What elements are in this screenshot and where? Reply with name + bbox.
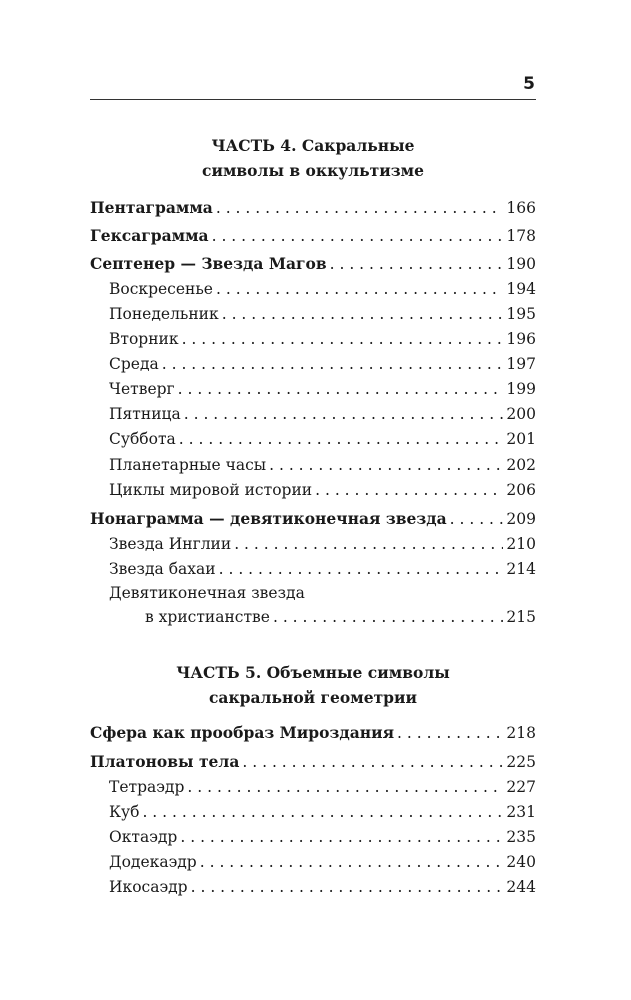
toc-entry-page: 194 [506, 280, 536, 298]
toc-entry-sphere[interactable] [90, 721, 536, 745]
dot-leader [200, 850, 504, 874]
toc-entry-title: Планетарные часы [109, 456, 267, 474]
toc-entry-world-history-cycles[interactable] [109, 478, 536, 502]
dot-leader [242, 750, 503, 774]
toc-entry-page: 240 [506, 853, 536, 871]
toc-entry-thursday[interactable] [109, 377, 536, 401]
dot-leader [269, 453, 503, 477]
part4-heading-line2: символы в оккультизме [202, 161, 424, 180]
toc-entry-title: Звезда бахаи [109, 560, 216, 578]
dot-leader [142, 800, 503, 824]
dot-leader [450, 507, 504, 531]
toc-entry-title: Суббота [109, 430, 176, 448]
toc-entry-page: 210 [506, 535, 536, 553]
dot-leader [180, 825, 503, 849]
toc-entry-hexagram[interactable] [90, 224, 536, 248]
dot-leader [179, 427, 504, 451]
toc-entry-page: 231 [506, 803, 536, 821]
toc-entry-icosahedron[interactable] [109, 875, 536, 899]
toc-entry-septener[interactable] [90, 252, 536, 276]
toc-entry-tetrahedron[interactable] [109, 775, 536, 799]
toc-entry-page: 209 [506, 510, 536, 528]
toc-entry-nine-pointed-star[interactable] [145, 605, 536, 629]
toc-entry-title: Куб [109, 803, 140, 821]
toc-entry-title: Воскресенье [109, 280, 213, 298]
dot-leader [191, 875, 504, 899]
part5-heading [90, 660, 536, 710]
toc-entry-octahedron[interactable] [109, 825, 536, 849]
toc-entry-title: Понедельник [109, 305, 219, 323]
toc-entry-wednesday[interactable] [109, 352, 536, 376]
toc-entry-sunday[interactable] [109, 277, 536, 301]
dot-leader [222, 302, 504, 326]
toc-entry-title: Циклы мировой истории [109, 481, 313, 499]
toc-entry-bahai-star[interactable] [109, 557, 536, 581]
header-rule [90, 99, 536, 100]
toc-entry-title: Вторник [109, 330, 179, 348]
page-number: 5 [523, 74, 535, 94]
dot-leader [178, 377, 504, 401]
toc-entry-star-of-inglia[interactable] [109, 532, 536, 556]
toc-entry-dodecahedron[interactable] [109, 850, 536, 874]
dot-leader [187, 775, 503, 799]
dot-leader [219, 557, 504, 581]
toc-entry-saturday[interactable] [109, 427, 536, 451]
dot-leader [273, 605, 503, 629]
toc-entry-page: 206 [506, 481, 536, 499]
dot-leader [162, 352, 504, 376]
toc-entry-title: в христианстве [145, 608, 270, 626]
part4-heading [90, 133, 536, 183]
part5-heading-line1: ЧАСТЬ 5. Объемные символы [176, 663, 450, 682]
dot-leader [182, 327, 504, 351]
toc-entry-page: 200 [506, 405, 536, 423]
toc-entry-title: Септенер — Звезда Магов [90, 254, 327, 273]
toc-entry-page: 199 [506, 380, 536, 398]
toc-entry-page: 197 [506, 355, 536, 373]
dot-leader [397, 721, 503, 745]
toc-entry-title: Нонаграмма — девятиконечная звезда [90, 509, 447, 528]
toc-entry-page: 227 [506, 778, 536, 796]
dot-leader [184, 402, 504, 426]
toc-entry-page: 225 [506, 753, 536, 771]
toc-entry-title: Звезда Инглии [109, 535, 232, 553]
toc-entry-title: Пентаграмма [90, 198, 213, 217]
toc-entry-page: 201 [506, 430, 536, 448]
toc-entry-tuesday[interactable] [109, 327, 536, 351]
toc-entry-title: Икосаэдр [109, 878, 188, 896]
dot-leader [212, 224, 504, 248]
toc-entry-page: 235 [506, 828, 536, 846]
toc-entry-page: 244 [506, 878, 536, 896]
toc-entry-nine-pointed-star-title-line1[interactable]: Девятиконечная звезда [109, 584, 305, 602]
toc-entry-title: Четверг [109, 380, 175, 398]
toc-entry-title: Тетраэдр [109, 778, 185, 796]
toc-entry-page: 195 [506, 305, 536, 323]
toc-entry-title: Платоновы тела [90, 752, 240, 771]
toc-entry-title: Пятница [109, 405, 181, 423]
toc-entry-planetary-hours[interactable] [109, 453, 536, 477]
toc-entry-nonagram[interactable] [90, 507, 536, 531]
toc-entry-title: Сфера как прообраз Мироздания [90, 723, 395, 742]
part5-heading-line2: сакральной геометрии [208, 688, 418, 707]
dot-leader [330, 252, 504, 276]
toc-entry-monday[interactable] [109, 302, 536, 326]
toc-entry-page: 214 [506, 560, 536, 578]
part4-heading-line1: ЧАСТЬ 4. Сакральные [211, 136, 415, 155]
toc-entry-title: Додекаэдр [109, 853, 197, 871]
toc-entry-page: 202 [506, 456, 536, 474]
toc-entry-page: 215 [506, 608, 536, 626]
toc-entry-page: 178 [506, 227, 536, 245]
toc-entry-page: 218 [506, 724, 536, 742]
toc-entry-friday[interactable] [109, 402, 536, 426]
toc-entry-title: Октаэдр [109, 828, 178, 846]
toc-entry-pentagram[interactable] [90, 196, 536, 220]
dot-leader [315, 478, 503, 502]
toc-entry-page: 166 [506, 199, 536, 217]
toc-entry-title: Гексаграмма [90, 226, 209, 245]
toc-entry-title: Среда [109, 355, 159, 373]
toc-entry-page: 196 [506, 330, 536, 348]
dot-leader [216, 196, 504, 220]
toc-entry-cube[interactable] [109, 800, 536, 824]
dot-leader [216, 277, 503, 301]
toc-entry-page: 190 [506, 255, 536, 273]
dot-leader [234, 532, 503, 556]
toc-entry-platonic-solids[interactable] [90, 750, 536, 774]
